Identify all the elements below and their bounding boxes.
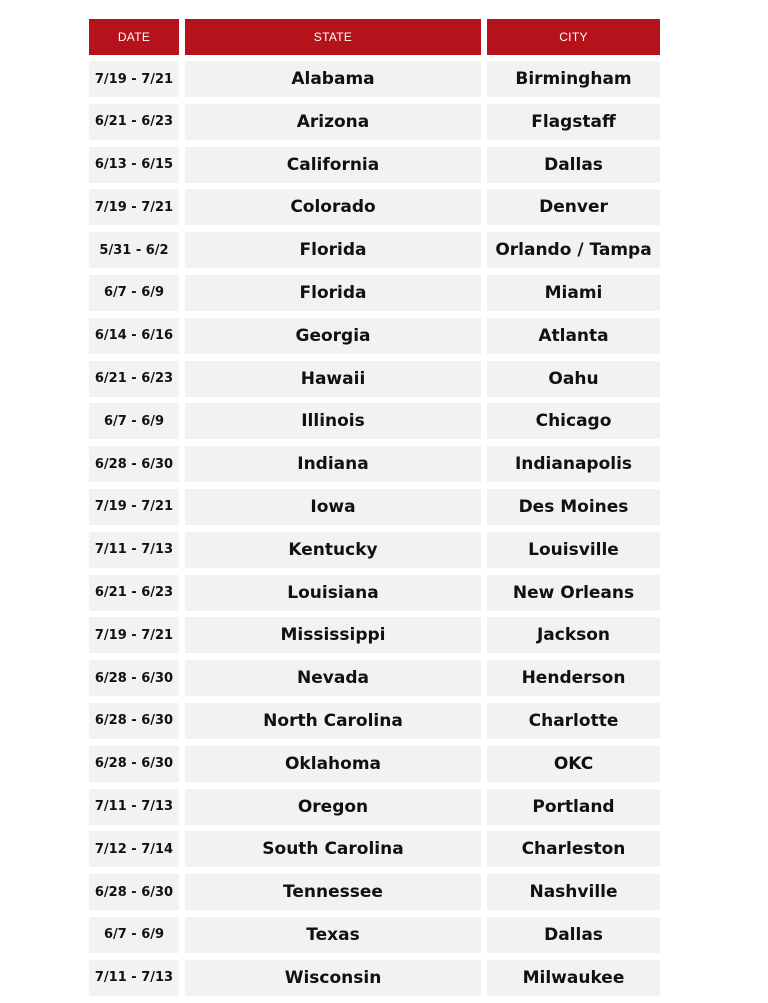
table-row <box>89 575 660 611</box>
city-cell: OKC <box>487 746 660 782</box>
city-cell: Dallas <box>487 147 660 183</box>
state-cell: Arizona <box>185 104 481 140</box>
city-cell: Des Moines <box>487 489 660 525</box>
date-cell: 6/7 - 6/9 <box>89 917 179 953</box>
state-cell: Iowa <box>185 489 481 525</box>
date-cell: 6/21 - 6/23 <box>89 361 179 397</box>
table-row <box>89 874 660 910</box>
state-cell: Oregon <box>185 789 481 825</box>
state-cell: North Carolina <box>185 703 481 739</box>
state-cell: Mississippi <box>185 617 481 653</box>
city-cell: Flagstaff <box>487 104 660 140</box>
column-header-date: DATE <box>89 19 179 55</box>
date-cell: 6/28 - 6/30 <box>89 703 179 739</box>
table-row <box>89 789 660 825</box>
date-cell: 6/28 - 6/30 <box>89 874 179 910</box>
city-cell: Orlando / Tampa <box>487 232 660 268</box>
date-cell: 7/11 - 7/13 <box>89 532 179 568</box>
state-cell: Indiana <box>185 446 481 482</box>
state-cell: Illinois <box>185 403 481 439</box>
table-row <box>89 275 660 311</box>
state-cell: California <box>185 147 481 183</box>
state-cell: Florida <box>185 232 481 268</box>
city-cell: Milwaukee <box>487 960 660 996</box>
table-row <box>89 403 660 439</box>
date-cell: 7/19 - 7/21 <box>89 61 179 97</box>
table-row <box>89 660 660 696</box>
table-row <box>89 489 660 525</box>
city-cell: Dallas <box>487 917 660 953</box>
table-row <box>89 917 660 953</box>
state-cell: Nevada <box>185 660 481 696</box>
table-row <box>89 446 660 482</box>
state-cell: Colorado <box>185 189 481 225</box>
schedule-table <box>89 19 660 1003</box>
date-cell: 6/13 - 6/15 <box>89 147 179 183</box>
city-cell: Charlotte <box>487 703 660 739</box>
state-cell: Oklahoma <box>185 746 481 782</box>
city-cell: Atlanta <box>487 318 660 354</box>
date-cell: 6/28 - 6/30 <box>89 660 179 696</box>
table-row <box>89 617 660 653</box>
date-cell: 7/11 - 7/13 <box>89 960 179 996</box>
table-row <box>89 703 660 739</box>
date-cell: 5/31 - 6/2 <box>89 232 179 268</box>
table-header <box>89 19 660 55</box>
date-cell: 7/11 - 7/13 <box>89 789 179 825</box>
city-cell: Denver <box>487 189 660 225</box>
city-cell: Portland <box>487 789 660 825</box>
state-cell: Texas <box>185 917 481 953</box>
date-cell: 6/21 - 6/23 <box>89 575 179 611</box>
table-row <box>89 318 660 354</box>
table-body <box>89 61 660 1003</box>
city-cell: New Orleans <box>487 575 660 611</box>
city-cell: Charleston <box>487 831 660 867</box>
date-cell: 7/19 - 7/21 <box>89 189 179 225</box>
date-cell: 6/21 - 6/23 <box>89 104 179 140</box>
table-row <box>89 189 660 225</box>
date-cell: 6/28 - 6/30 <box>89 746 179 782</box>
city-cell: Louisville <box>487 532 660 568</box>
date-cell: 6/28 - 6/30 <box>89 446 179 482</box>
table-row <box>89 746 660 782</box>
state-cell: Florida <box>185 275 481 311</box>
table-row <box>89 147 660 183</box>
table-row <box>89 361 660 397</box>
city-cell: Birmingham <box>487 61 660 97</box>
state-cell: Alabama <box>185 61 481 97</box>
state-cell: Kentucky <box>185 532 481 568</box>
city-cell: Jackson <box>487 617 660 653</box>
state-cell: Wisconsin <box>185 960 481 996</box>
table-row <box>89 232 660 268</box>
table-row <box>89 960 660 996</box>
city-cell: Oahu <box>487 361 660 397</box>
city-cell: Indianapolis <box>487 446 660 482</box>
state-cell: Tennessee <box>185 874 481 910</box>
date-cell: 7/19 - 7/21 <box>89 617 179 653</box>
date-cell: 7/19 - 7/21 <box>89 489 179 525</box>
table-row <box>89 831 660 867</box>
city-cell: Henderson <box>487 660 660 696</box>
date-cell: 6/7 - 6/9 <box>89 275 179 311</box>
date-cell: 6/7 - 6/9 <box>89 403 179 439</box>
table-row <box>89 532 660 568</box>
table-row <box>89 104 660 140</box>
state-cell: South Carolina <box>185 831 481 867</box>
column-header-state: STATE <box>185 19 481 55</box>
city-cell: Chicago <box>487 403 660 439</box>
date-cell: 7/12 - 7/14 <box>89 831 179 867</box>
date-cell: 6/14 - 6/16 <box>89 318 179 354</box>
city-cell: Nashville <box>487 874 660 910</box>
state-cell: Louisiana <box>185 575 481 611</box>
state-cell: Hawaii <box>185 361 481 397</box>
city-cell: Miami <box>487 275 660 311</box>
table-row <box>89 61 660 97</box>
state-cell: Georgia <box>185 318 481 354</box>
column-header-city: CITY <box>487 19 660 55</box>
